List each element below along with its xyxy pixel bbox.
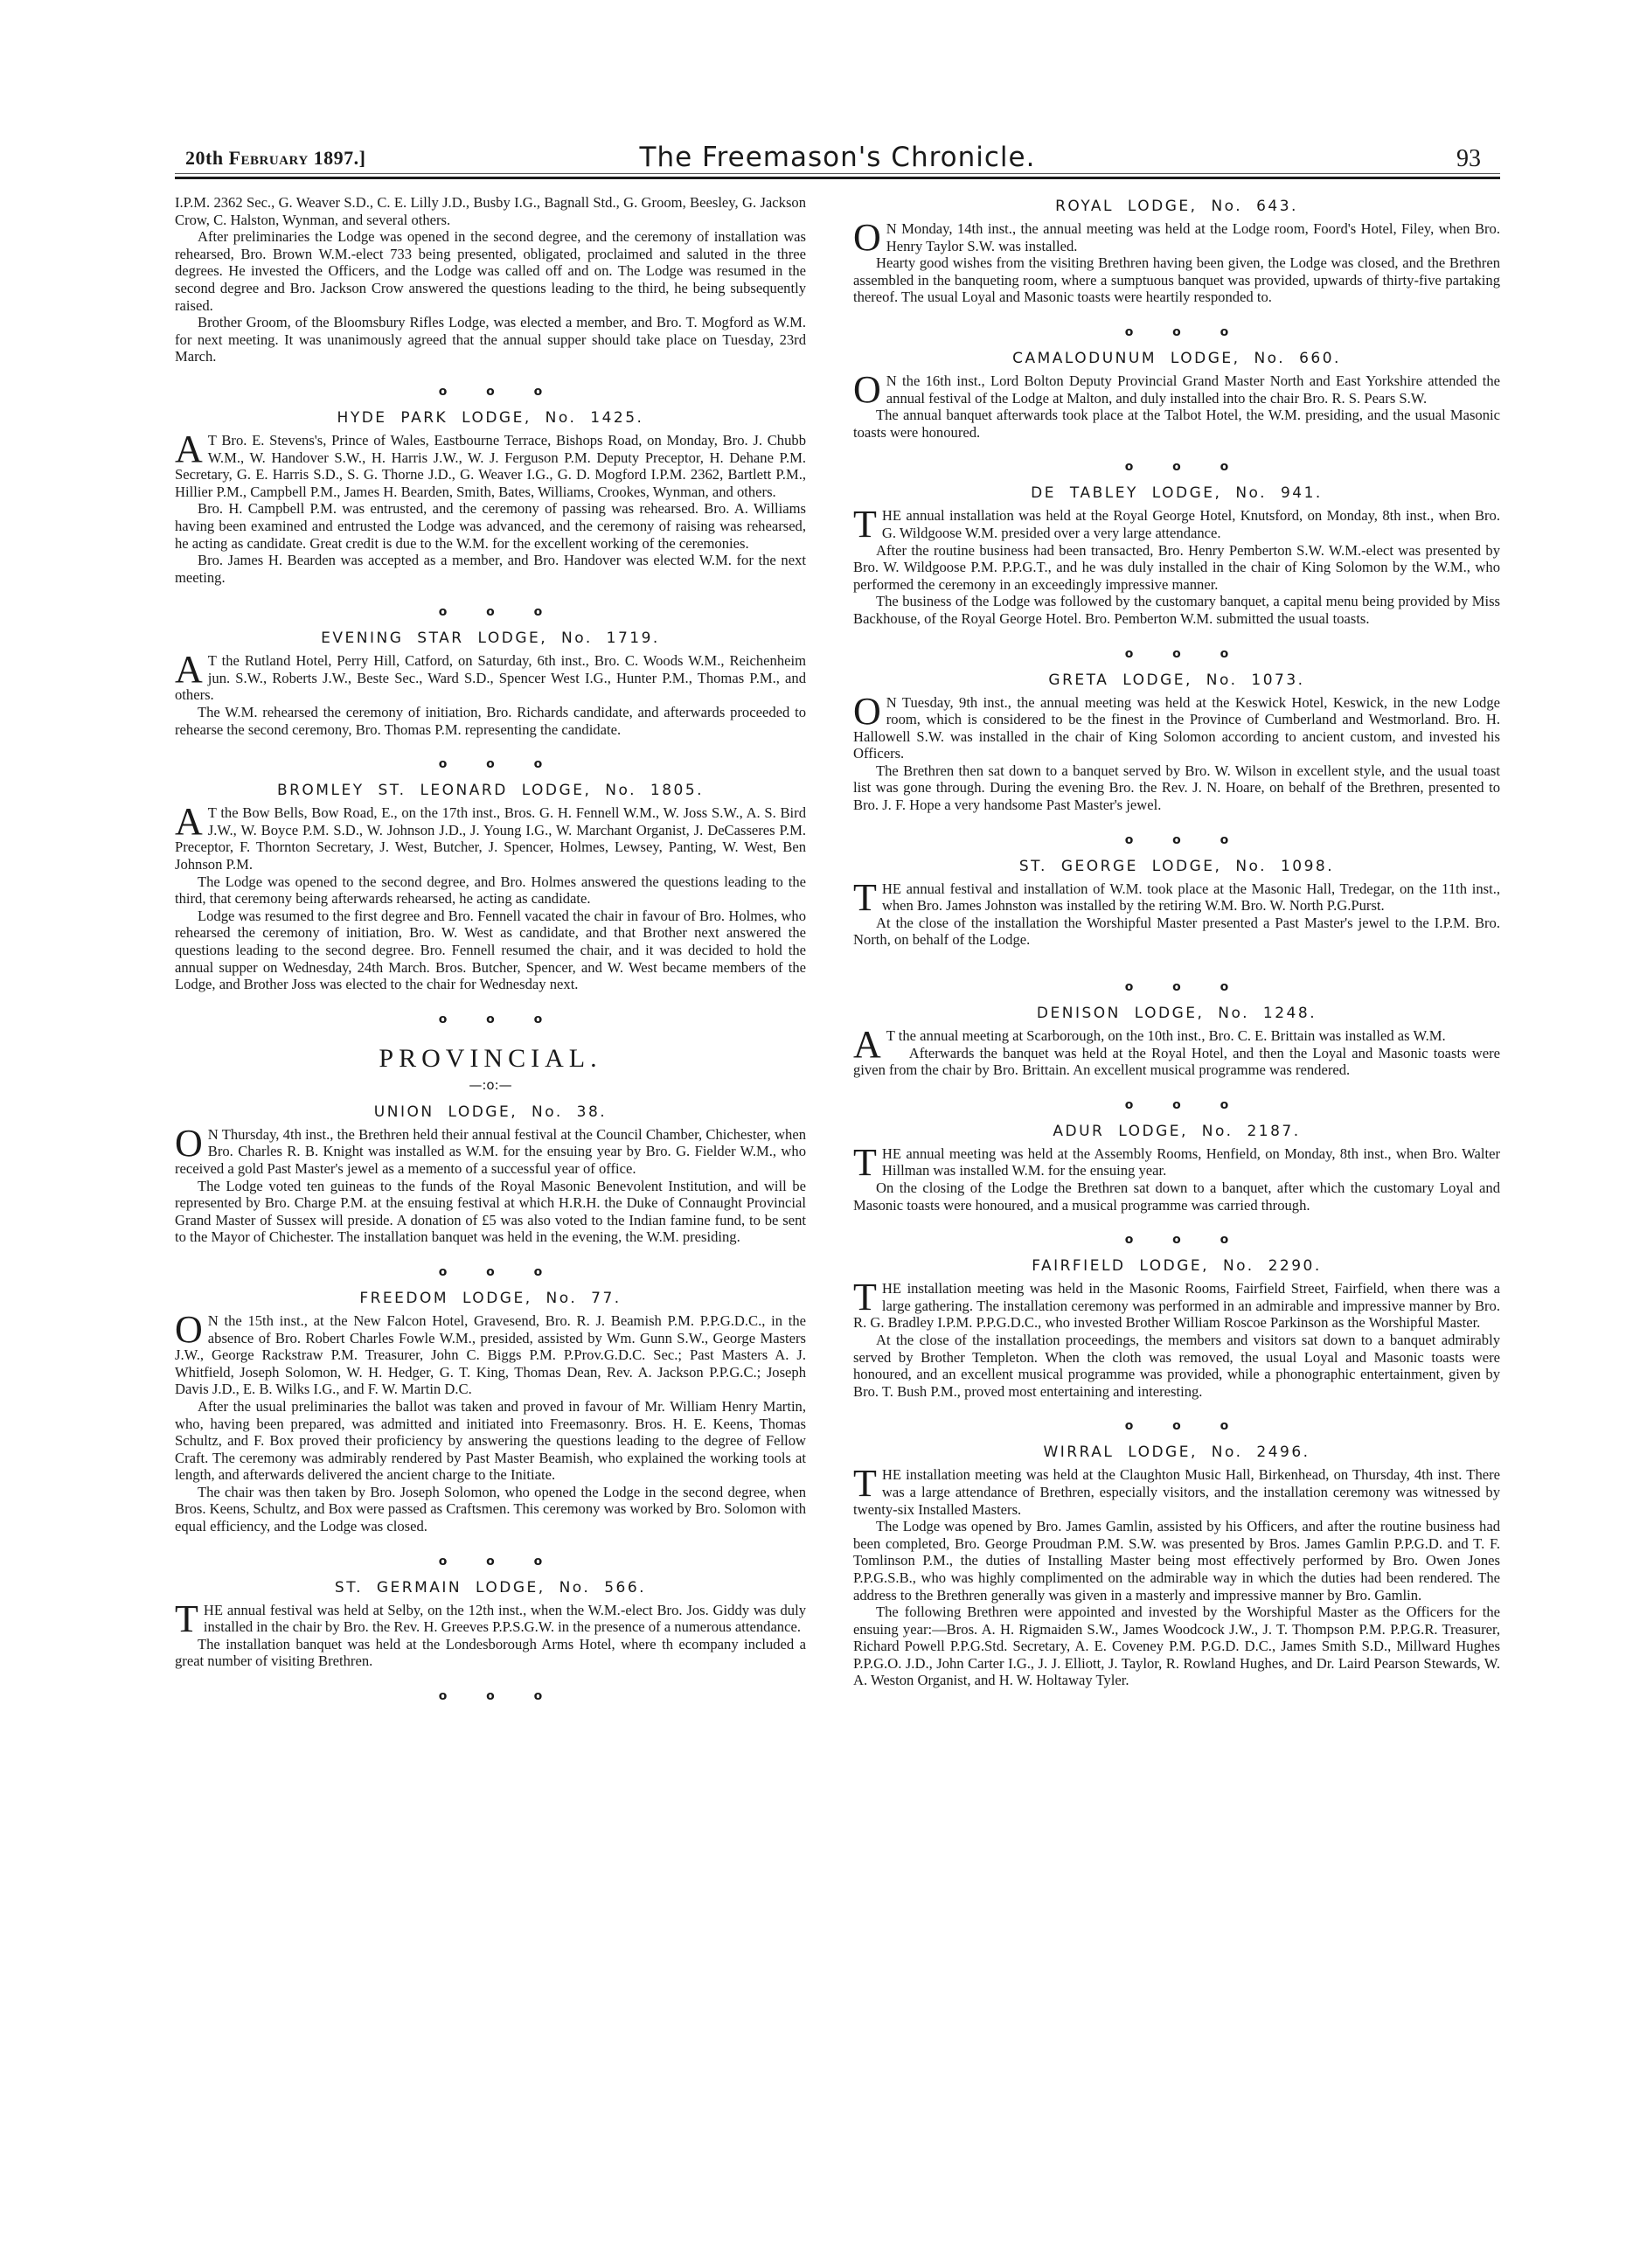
lead-paragraph: THE annual meeting was held at the Assembly Rooms, Henfield, on Monday, 8th inst., when Bro. Walter Hillman was installed W.M. for the ensuing year. [853,1140,1500,1184]
article-heading: CAMALODUNUM LODGE, No. 660. [1012,349,1341,367]
lead-paragraph: THE installation meeting was held at the Claughton Music Hall, Birkenhead, on Thursday, 4th inst. There was a large attendance of Brethren, especially visitors, and the installation ceremony was witnessed by twenty-six Installed Masters. [853,1462,1500,1518]
article-heading: ROYAL LODGE, No. 643. [1055,198,1298,215]
separator-ornament: o o o [1124,1097,1229,1112]
separator-ornament: o o o [1124,324,1229,339]
article-heading: BROMLEY ST. LEONARD LODGE, No. 1805. [276,782,705,800]
article-royal [853,198,1500,306]
drop-cap: T [853,1140,877,1184]
paragraph: At the close of the installation the Worshipful Master presented a Past Master's jewel to the I.P.M. Bro. North, on behalf of the Lodge. [853,914,1500,949]
paragraph: After the routine business had been transacted, Bro. Henry Pemberton S.W. W.M.-elect was presented by Bro. W. Wildgoose P.M. P.P.G.T., and he was duly installed in the chair of King Solomon by the W.M., who performed the ceremony in an exceedingly impressive manner. [853,541,1500,593]
lead-paragraph: O N the 16th inst., Lord Bolton Deputy Provincial Grand Master North and East Yorkshire attended the annual festival of the Lodge at Malton, and duly installed into the chair Bro. R. S. Pears S.W. [853,367,1500,411]
paragraph: The Lodge voted ten guineas to the funds of the Royal Masonic Benevolent Institution, and will be represented by Bro. Charge P.M. at the ensuing festival at which H.R.H. the Duke of Connaught Provincial Grand Master of Sussex will preside. A donation of £5 was also voted to the Indian famine fund, to be sent to the Mayor of Chichester. The installation banquet was held in the evening, the W.M. presiding. [175,1177,806,1246]
paragraph: The annual banquet afterwards took place at the Talbot Hotel, the W.M. presiding, and the usual Masonic toasts were honoured. [853,407,1500,441]
masthead [175,140,1500,175]
lead-paragraph: THE installation meeting was held in the Masonic Rooms, Fairfield Street, Fairfield, when there was a large gathering. The installation ceremony was performed in an admirable and impressive manner by Bro. R. G. Bradley I.P.M. P.P.G.D.C., who invested Brother William Roscoe Parkinson as the Worshipful Master. [853,1276,1500,1332]
drop-cap: A [175,648,203,692]
separator-ornament: o o o [1124,646,1229,661]
lead-paragraph: A T the annual meeting at Scarborough, on the 10th inst., Bro. C. E. Brittain was installed as W.M. [853,1023,1446,1067]
article-heading: ST. GERMAIN LODGE, No. 566. [334,1578,647,1597]
article-de-tabley [853,484,1500,627]
section-heading-provincial: PROVINCIAL. [379,1043,602,1073]
continued-article [175,194,806,365]
paragraph: Afterwards the banquet was held at the Royal Hotel, and then the Loyal and Masonic toasts were given from the chair by Bro. Brittain. An excellent musical programme was rendered. [853,1044,1500,1079]
separator-ornament: o o o [438,1554,543,1569]
article-heading: ADUR LODGE, No. 2187. [1053,1122,1301,1140]
article-st-germain [175,1579,806,1670]
drop-cap: O [175,1307,203,1351]
drop-cap: O [175,1121,203,1165]
separator-ornament: o o o [438,1689,543,1704]
lead-paragraph: O N Monday, 14th inst., the annual meeting was held at the Lodge room, Foord's Hotel, Filey, when Bro. Henry Taylor S.W. was installed. [853,216,1500,259]
section-ornament: —:o:— [469,1076,512,1093]
drop-cap: T [853,1276,877,1319]
separator-ornament: o o o [1124,460,1229,475]
article-union [175,1103,806,1246]
article-heading: ST. GEORGE LODGE, No. 1098. [1018,857,1335,875]
article-heading: EVENING STAR LODGE, No. 1719. [321,630,660,648]
lead-paragraph: O N Thursday, 4th inst., the Brethren held their annual festival at the Council Chamber, Chichester, when Bro. Charles R. B. Knight was installed as W.M. for the ensuing year by Bro. G. Fielder W.M., who received a gold Past Master's jewel as a memento of a successful year of office. [175,1121,806,1177]
paragraph: I.P.M. 2362 Sec., G. Weaver S.D., C. E. Lilly J.D., Busby I.G., Bagnall Std., G. Groom, Beesley, G. Jackson Crow, C. Halston, Wynman, and several others. [175,194,806,228]
left-column [175,194,806,1712]
lead-paragraph: A T the Rutland Hotel, Perry Hill, Catford, on Saturday, 6th inst., Bro. C. Woods W.M., Reichenheim jun. S.W., Roberts J.W., Beste Sec., Ward S.D., Spencer West I.G., Hunter P.M., Thomas P.M., and others. [175,648,806,704]
separator-ornament: o o o [1124,980,1229,995]
drop-cap: O [853,689,881,733]
drop-cap: O [853,367,881,411]
lead-paragraph: A T the Bow Bells, Bow Road, E., on the 17th inst., Bros. G. H. Fennell W.M., W. Joss S.W., A. S. Bird J.W., W. Boyce P.M. S.D., W. Johnson J.D., J. Young I.G., W. Marchant Organist, J. DeCasseres P.M. Preceptor, F. Thornton Secretary, J. West, Butcher, J. Spencer, Holmes, Lewsey, Panting, W. West, Ben Johnson P.M. [175,800,806,873]
article-heading: GRETA LODGE, No. 1073. [1048,671,1305,689]
drop-cap: T [853,875,877,919]
paragraph: The following Brethren were appointed and invested by the Worshipful Master as the Officers for the ensuing year:—Bros. A. H. Rigmaiden S.W., James Woodcock J.W., J. T. Thompson P.M. P.P.G.R. Treasurer, Richard Powell P.P.G.Std. Secretary, A. E. Coveney P.M. P.G.D. D.C., James Smith S.D., Millward Hughes P.P.G.O. J.D., John Carter I.G., J. J. Elliott, J. Taylor, R. Rowland Hughes, and Dr. Laird Pearson Stewards, W. A. Weston Organist, and H. W. Holtaway Tyler. [853,1604,1500,1689]
article-heading: WIRRAL LODGE, No. 2496. [1043,1444,1310,1462]
page-number: 93 [1456,145,1481,172]
publication-title: The Freemason's Chronicle. [639,142,1036,173]
paragraph: The installation banquet was held at the Londesborough Arms Hotel, where th ecompany included a great number of visiting Brethren. [175,1635,806,1670]
drop-cap: A [853,1023,881,1067]
drop-cap: O [853,216,881,259]
article-bromley-st-leonard [175,782,806,993]
paragraph: The chair was then taken by Bro. Joseph Solomon, who opened the Lodge in the second degree, when Bros. Keens, Schultz, and Box were passed as Craftsmen. This ceremony was worked by Bro. Solomon with equal efficiency, and the Lodge was closed. [175,1483,806,1535]
separator-ornament: o o o [438,384,543,399]
article-heading: UNION LODGE, No. 38. [373,1103,608,1121]
paragraph: Hearty good wishes from the visiting Brethren having been given, the Lodge was closed, and the Brethren assembled in the banqueting room, where a sumptuous banquet was provided, upwards of thirty-five partaking thereof. The usual Loyal and Masonic toasts were heartily responded to. [853,254,1500,306]
article-st-george [853,858,1500,949]
article-heading: HYDE PARK LODGE, No. 1425. [337,408,644,427]
newspaper-page [175,140,1500,1704]
paragraph: At the close of the installation proceedings, the members and visitors sat down to a banquet admirably served by Brother Templeton. When the cloth was removed, the usual Loyal and Masonic toasts were honoured, and an excellent musical programme was provided, while a phonographic entertainment, given by Bro. T. Bush P.M., proved most entertaining and interesting. [853,1331,1500,1400]
article-evening-star [175,630,806,738]
drop-cap: T [853,1462,877,1506]
article-heading: DE TABLEY LODGE, No. 941. [1031,484,1323,503]
separator-ornament: o o o [1124,832,1229,847]
paragraph: Bro. James H. Bearden was accepted as a member, and Bro. Handover was elected W.M. for the next meeting. [175,552,806,586]
lead-paragraph: A T Bro. E. Stevens's, Prince of Wales, Eastbourne Terrace, Bishops Road, on Monday, Bro. J. Chubb W.M., W. Handover S.W., H. Harris J.W., W. J. Ferguson P.M. Deputy Preceptor, H. Dehane P.M. Secretary, G. E. Harris S.D., S. G. Thorne J.D., G. Weaver I.G., G. D. Mogford I.P.M. 2362, Bartlett P.M., Hillier P.M., Campbell P.M., James H. Bearden, Smith, Bates, Williams, Crookes, Wynman, and others. [175,427,806,500]
drop-cap: A [175,427,203,470]
columns [175,194,1500,1712]
separator-ornament: o o o [438,605,543,620]
drop-cap: T [175,1597,198,1640]
article-adur [853,1123,1500,1214]
paragraph: After the usual preliminaries the ballot was taken and proved in favour of Mr. William Henry Martin, who, having been prepared, was admitted and initiated into Freemasonry. Bros. H. E. Keens, Thomas Schultz, and F. Box proved their proficiency by answering the questions leading to the degree of Fellow Craft. The ceremony was admirably rendered by Past Master Beamish, who explained the working tools at length, and afterwards delivered the ancient charge to the Initiate. [175,1397,806,1484]
paragraph: After preliminaries the Lodge was opened in the second degree, and the ceremony of installation was rehearsed, Bro. Brown W.M.-elect 733 being presented, obligated, proclaimed and saluted in the three degrees. He invested the Officers, and the Lodge was called off and on. The Lodge was resumed in the second degree and Bro. Jackson Crow answered the questions leading to the third, he being subsequently raised. [175,228,806,314]
paragraph: On the closing of the Lodge the Brethren sat down to a banquet, after which the customary Loyal and Masonic toasts were honoured, and a musical programme was carried through. [853,1179,1500,1214]
lead-paragraph: O N Tuesday, 9th inst., the annual meeting was held at the Keswick Hotel, Keswick, in the new Lodge room, which is considered to be the finest in the Province of Cumberland and Westmorland. Bro. H. Hallowell S.W. was installed in the chair of King Solomon according to ancient custom, and invested his Officers. [853,689,1500,762]
article-denison [853,1005,1500,1079]
drop-cap: A [175,800,203,844]
article-fairfield [853,1257,1500,1400]
paragraph: The Brethren then sat down to a banquet served by Bro. W. Wilson in excellent style, and the usual toast list was gone through. During the evening Bro. the Rev. J. N. Hoare, on behalf of the Brethren, presented to Bro. J. F. Hope a very handsome Past Master's jewel. [853,762,1500,814]
separator-ornament: o o o [1124,1233,1229,1248]
paragraph: Lodge was resumed to the first degree and Bro. Fennell vacated the chair in favour of Bro. Holmes, who rehearsed the ceremony of initiation, Bro. W. West as candidate, and that Brother next answered the questions leading to the second degree. Bro. Fennell resumed the chair, and it was decided to hold the annual supper on Wednesday, 24th March. Bros. Butcher, Spencer, and W. West became members of the Lodge, and Brother Joss was elected to the chair for Wednesday next. [175,907,806,993]
article-wirral [853,1444,1500,1689]
paragraph: Bro. H. Campbell P.M. was entrusted, and the ceremony of passing was rehearsed. Bro. A. Williams having been examined and entrusted the Lodge was advanced, and the ceremony of raising was rehearsed, he acting as candidate. Great credit is due to the W.M. for the excellent working of the ceremonies. [175,500,806,552]
article-heading: FREEDOM LODGE, No. 77. [359,1289,622,1307]
article-heading: FAIRFIELD LODGE, No. 2290. [1032,1257,1322,1276]
right-column [853,194,1500,1712]
paragraph: The W.M. rehearsed the ceremony of initiation, Bro. Richards candidate, and afterwards proceeded to rehearse the second ceremony, Bro. Thomas P.M. representing the candidate. [175,704,806,738]
lead-paragraph: THE annual festival and installation of W.M. took place at the Masonic Hall, Tredegar, on the 11th inst., when Bro. James Johnston was installed by the retiring W.M. Bro. W. North P.G.Purst. [853,875,1500,919]
paragraph: The Lodge was opened to the second degree, and Bro. Holmes answered the questions leading to the third, that ceremony being afterwards rehearsed, he acting as candidate. [175,873,806,908]
article-camalodunum [853,350,1500,441]
date-year: 1897.] [313,147,366,169]
date-day: 20th [185,147,224,169]
article-hyde-park [175,409,806,586]
header-rule [175,177,1500,179]
lead-paragraph: THE annual festival was held at Selby, on the 12th inst., when the W.M.-elect Bro. Jos. Giddy was duly installed in the chair by Bro. the Rev. H. Greeves P.P.S.G.W. in the presence of a numerous attendance. [175,1597,806,1640]
date-month: February [228,147,309,169]
separator-ornament: o o o [1124,1419,1229,1434]
paragraph: The Lodge was opened by Bro. James Gamlin, assisted by his Officers, and after the routine business had been completed, Bro. George Proudman P.M. S.W. was presented by Bros. James Gamlin P.P.G.D. and T. F. Tomlinson P.M., the duties of Installing Master being most effectively performed by Bro. Owen Jones P.P.G.S.B., who was highly complimented on the admirable way in which the duties had been rendered. The address to the Brethren generally was given in a masterly and impressive manner by Bro. Gamlin. [853,1518,1500,1604]
paragraph: The business of the Lodge was followed by the customary banquet, a capital menu being provided by Miss Backhouse, of the Royal George Hotel. Bro. Pemberton W.M. submitted the usual toasts. [853,593,1500,627]
article-freedom [175,1290,806,1535]
drop-cap: T [853,503,877,546]
separator-ornament: o o o [438,1012,543,1026]
paragraph: Brother Groom, of the Bloomsbury Rifles Lodge, was elected a member, and Bro. T. Mogford as W.M. for next meeting. It was unanimously agreed that the annual supper should take place on Tuesday, 23rd March. [175,314,806,365]
separator-ornament: o o o [438,757,543,772]
header-rule-thin [175,173,1500,174]
article-heading: DENISON LODGE, No. 1248. [1036,1005,1317,1023]
article-greta [853,671,1500,814]
separator-ornament: o o o [438,1264,543,1279]
lead-paragraph: THE annual installation was held at the Royal George Hotel, Knutsford, on Monday, 8th inst., when Bro. G. Wildgoose W.M. presided over a very large attendance. [853,503,1500,546]
lead-paragraph: O N the 15th inst., at the New Falcon Hotel, Gravesend, Bro. R. J. Beamish P.M. P.P.G.D.C., in the absence of Bro. Robert Charles Fowle W.M., presided, assisted by Wm. Gunn S.W., George Masters J.W., George Rackstraw P.M. Treasurer, John C. Biggs P.M. P.Prov.G.D.C. Sec.; Past Masters A. J. Whitfield, Joseph Solomon, W. H. Hedger, G. T. King, Thomas Dean, Rev. A. Jackson P.P.G.C.; Joseph Davis J.D., E. B. Wilks I.G., and F. W. Martin D.C. [175,1307,806,1398]
